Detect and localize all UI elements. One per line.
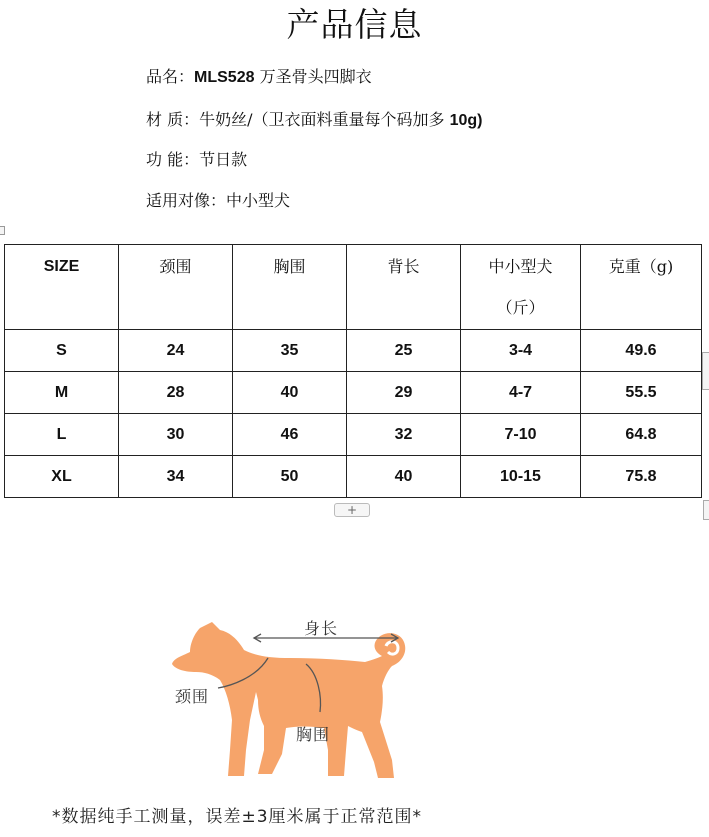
table-cell: 50 [233, 456, 347, 498]
add-row-button[interactable]: + [334, 503, 370, 517]
body-length-label: 身长 [304, 619, 339, 638]
target-line [146, 190, 290, 212]
header-gram-weight: 克重（g) [581, 245, 702, 330]
table-cell: 10-15 [461, 456, 581, 498]
row-resize-handle[interactable] [703, 500, 709, 520]
table-cell: 49.6 [581, 330, 702, 372]
table-cell: 40 [347, 456, 461, 498]
chest-label: 胸围 [296, 725, 331, 744]
table-cell: 46 [233, 414, 347, 456]
material-line [146, 109, 482, 132]
table-cell: M [5, 372, 119, 414]
function-label: 功 能： [146, 150, 200, 169]
function-value: 节日款 [199, 150, 248, 169]
material-value: 牛奶丝/（卫衣面料重量每个码加多 [199, 110, 450, 129]
column-resize-handle[interactable] [702, 352, 709, 390]
table-cell: XL [5, 456, 119, 498]
header-chest: 胸围 [233, 245, 347, 330]
material-weight: 10g) [449, 112, 483, 129]
table-cell: 34 [119, 456, 233, 498]
function-line [146, 149, 247, 171]
size-table [4, 244, 702, 498]
table-move-handle[interactable] [0, 226, 5, 235]
table-header-row [5, 245, 702, 330]
table-cell: 24 [119, 330, 233, 372]
table-cell: 4-7 [461, 372, 581, 414]
table-cell: 28 [119, 372, 233, 414]
measurement-footnote: *数据纯手工测量，误差±3厘米属于正常范围* [52, 807, 423, 827]
table-row [5, 414, 702, 456]
table-row [5, 372, 702, 414]
header-back-length: 背长 [347, 245, 461, 330]
material-label: 材 质： [146, 110, 200, 129]
product-name-desc: 万圣骨头四脚衣 [254, 67, 372, 86]
table-cell: 25 [347, 330, 461, 372]
table-cell: 30 [119, 414, 233, 456]
table-cell: 32 [347, 414, 461, 456]
header-dog-weight: 中小型犬 （斤） [461, 245, 581, 330]
product-name-label: 品名： [146, 67, 195, 86]
product-code: MLS528 [194, 69, 255, 86]
table-row [5, 456, 702, 498]
table-cell: 64.8 [581, 414, 702, 456]
table-cell: 29 [347, 372, 461, 414]
table-cell: 40 [233, 372, 347, 414]
page-title: 产品信息 [286, 5, 423, 44]
table-cell: 35 [233, 330, 347, 372]
table-cell: L [5, 414, 119, 456]
neck-label: 颈围 [175, 687, 210, 706]
table-cell: 7-10 [461, 414, 581, 456]
header-neck: 颈围 [119, 245, 233, 330]
product-name-line [146, 66, 372, 89]
table-cell: S [5, 330, 119, 372]
table-cell: 75.8 [581, 456, 702, 498]
table-cell: 3-4 [461, 330, 581, 372]
target-value: 中小型犬 [226, 191, 291, 210]
target-label: 适用对像： [146, 191, 227, 210]
header-size: SIZE [5, 245, 119, 330]
table-cell: 55.5 [581, 372, 702, 414]
table-row [5, 330, 702, 372]
